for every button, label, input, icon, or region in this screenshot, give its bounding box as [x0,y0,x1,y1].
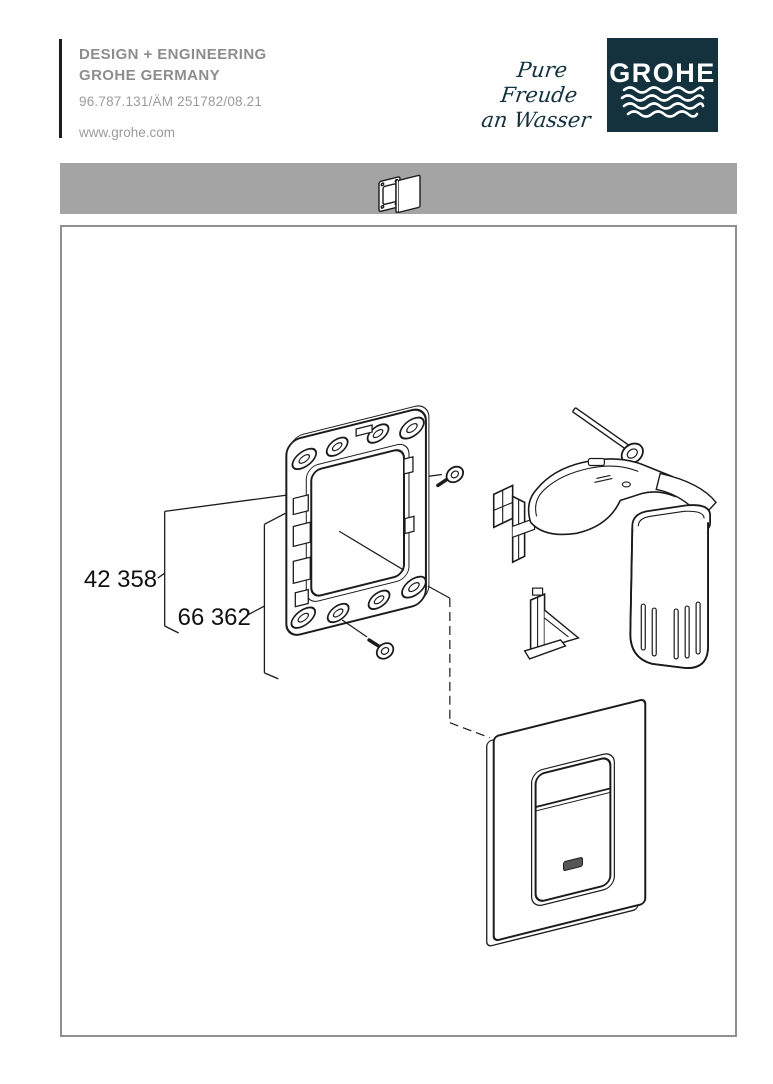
brand-tagline [476,58,601,133]
mounting-frame-drawing [286,403,429,638]
wave-icon [622,88,703,117]
grohe-logo-graphic [607,38,718,132]
lower-screw-drawing [342,620,396,662]
upper-screw-drawing [438,463,466,485]
document-number: 96.787.131/ÄM 251782/08.21 [79,94,263,109]
clip-bracket-drawing [525,588,579,659]
grohe-logo [607,38,718,132]
flush-plate-drawing [487,699,646,947]
product-banner [60,163,737,214]
fresh-tank-container-drawing [630,505,710,668]
grohe-logo-text: GROHE [609,58,716,88]
header-left-rule [59,39,62,138]
exploded-parts-diagram [62,227,735,1035]
flush-plate-icon [374,164,426,213]
tagline-line2: an Wasser [480,108,592,132]
part-leader-66362 [247,513,285,679]
tagline-line1: Pure Freude [499,58,579,107]
company-line: GROHE GERMANY [79,67,221,84]
design-engineering-line: DESIGN + ENGINEERING [79,46,267,63]
parts-diagram-box [60,225,737,1037]
website-text: www.grohe.com [79,125,176,140]
part-label-66362: 66 362 [177,604,251,632]
part-label-42358: 42 358 [83,566,158,594]
